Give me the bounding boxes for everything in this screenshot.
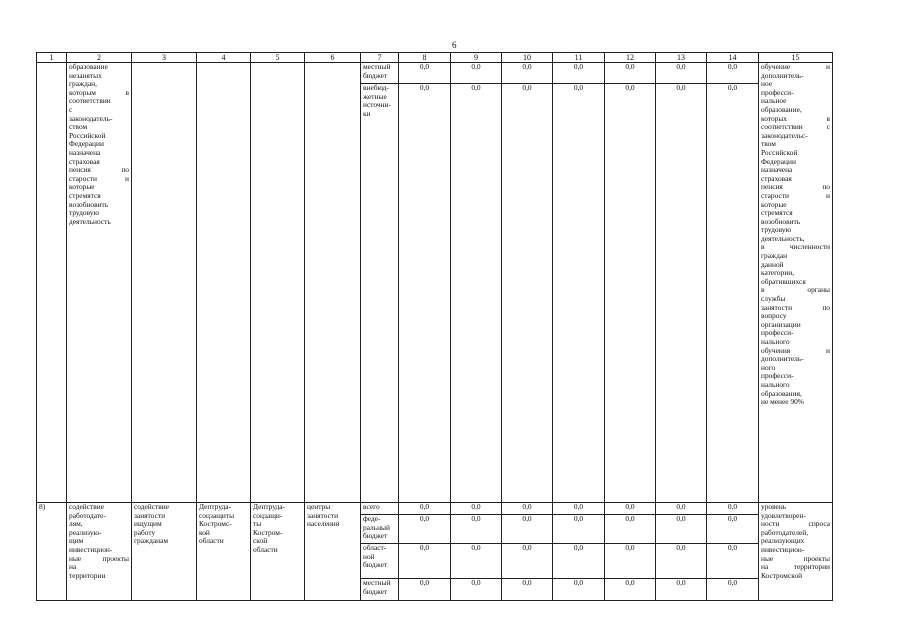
text-line: обучение и <box>761 62 830 71</box>
text-line: ством <box>69 122 88 132</box>
text-line: нального <box>761 337 790 346</box>
value-cell: 0,0 <box>502 544 553 579</box>
text-line: Костромс- <box>199 519 232 529</box>
text-line: деятельность, <box>761 233 805 243</box>
text-line: ности спроса <box>761 519 830 529</box>
text-line: обучения и <box>761 345 830 355</box>
value-cell: 0,0 <box>605 503 656 515</box>
source-label-cell <box>361 579 399 601</box>
text-line: професси- <box>761 371 794 381</box>
source-label-cell <box>361 84 399 503</box>
text-line: Дептруда- <box>253 502 286 511</box>
header-cell: 12 <box>605 53 656 63</box>
text-line: реализующих <box>761 536 805 546</box>
text-line: бюджет <box>363 70 388 80</box>
text-line: территории <box>69 570 106 580</box>
text-line: бюджет <box>363 560 388 570</box>
value-cell: 0,0 <box>605 84 656 503</box>
text-line: лям, <box>69 519 83 529</box>
text-line: страховая <box>69 156 100 166</box>
text-line: образование, <box>761 104 802 114</box>
text-line: незанятых <box>69 70 102 80</box>
text-line: дополнитель- <box>761 354 804 364</box>
value-cell: 0,0 <box>502 63 553 84</box>
text-line: кой <box>199 527 210 537</box>
task-cell <box>132 503 197 601</box>
text-line: Федерации <box>69 139 104 149</box>
value-cell: 0,0 <box>502 84 553 503</box>
text-line: населения <box>307 519 340 529</box>
text-line: службы <box>761 294 786 304</box>
text-line: работу <box>134 527 156 537</box>
text-line: обратившихся <box>761 276 806 286</box>
program-table <box>36 52 833 601</box>
text-line: ные проекты <box>761 553 830 563</box>
text-line: которых в <box>761 113 830 123</box>
value-cell: 0,0 <box>656 579 707 601</box>
text-line: соцзащиты <box>199 510 235 520</box>
table-row <box>37 63 833 84</box>
text-line: граждан, <box>69 79 97 89</box>
value-cell: 0,0 <box>605 544 656 579</box>
text-line: Российской <box>69 130 106 140</box>
row-number-cell: 8) <box>37 503 67 601</box>
text-line: в численности <box>761 242 830 252</box>
header-cell: 14 <box>707 53 759 63</box>
value-cell: 0,0 <box>451 63 502 84</box>
text-line: внебюд- <box>363 83 389 92</box>
responsible-cell <box>197 503 251 601</box>
text-line: нальное <box>761 96 787 106</box>
value-cell: 0,0 <box>656 503 707 515</box>
text-line: в органы <box>761 285 830 295</box>
text-line: всего <box>363 502 380 511</box>
text-line: законодатель- <box>69 113 113 123</box>
text-line: назначена <box>69 147 101 157</box>
coexecutor-cell <box>251 63 305 503</box>
text-line: на <box>69 562 77 572</box>
value-cell: 0,0 <box>707 63 759 84</box>
text-line: местный <box>363 62 391 71</box>
source-label-cell <box>361 544 399 579</box>
value-cell: 0,0 <box>707 579 759 601</box>
text-line: уровень <box>761 502 787 511</box>
text-line: инвестицион- <box>69 544 113 554</box>
value-cell: 0,0 <box>553 63 605 84</box>
text-line: стремятся <box>761 208 793 218</box>
responsible-cell <box>197 63 251 503</box>
text-line: пенсия по <box>761 182 830 192</box>
header-cell: 3 <box>132 53 197 63</box>
task-cell <box>132 63 197 503</box>
text-line: стремятся <box>69 190 101 200</box>
value-cell: 0,0 <box>451 579 502 601</box>
text-line: организации <box>761 319 801 329</box>
header-cell: 11 <box>553 53 605 63</box>
text-line: граждан <box>761 251 788 261</box>
value-cell: 0,0 <box>451 84 502 503</box>
text-line: старости и <box>69 173 129 183</box>
value-cell: 0,0 <box>656 84 707 503</box>
text-line: образования, <box>761 388 802 398</box>
participants-cell <box>305 63 361 503</box>
value-cell: 0,0 <box>451 503 502 515</box>
text-line: назначена <box>761 165 793 175</box>
text-line: Костромской <box>761 570 803 580</box>
text-line: дополнитель- <box>761 70 804 80</box>
text-line: которые <box>69 182 95 192</box>
text-line: занятости <box>307 510 339 520</box>
text-line: щим <box>69 536 84 546</box>
text-line: твом <box>761 139 776 149</box>
text-line: страховая <box>761 173 792 183</box>
header-cell: 9 <box>451 53 502 63</box>
value-cell: 0,0 <box>399 515 451 544</box>
measure-name-cell <box>67 63 132 503</box>
header-cell: 10 <box>502 53 553 63</box>
value-cell: 0,0 <box>553 503 605 515</box>
text-line: ской <box>253 536 268 546</box>
value-cell: 0,0 <box>656 544 707 579</box>
text-line: старости и <box>761 190 830 200</box>
value-cell: 0,0 <box>553 515 605 544</box>
coexecutor-cell <box>251 503 305 601</box>
source-label-cell <box>361 503 399 515</box>
text-line: трудовую <box>69 208 100 218</box>
text-line: на территории <box>761 562 830 572</box>
text-line: ное <box>761 79 773 89</box>
text-line: деятельность <box>69 216 111 226</box>
text-line: с <box>69 104 73 114</box>
text-line: удовлетворен- <box>761 510 806 520</box>
value-cell: 0,0 <box>656 63 707 84</box>
text-line: феде- <box>363 514 381 523</box>
text-line: Костром- <box>253 527 283 537</box>
text-line: Дептруда- <box>199 502 232 511</box>
text-line: возобновить <box>69 199 109 209</box>
text-line: области <box>199 536 224 546</box>
text-line: ные проекты <box>69 553 129 563</box>
header-cell: 4 <box>197 53 251 63</box>
text-line: трудовую <box>761 225 792 235</box>
text-line: законодательс- <box>761 130 808 140</box>
value-cell: 0,0 <box>553 84 605 503</box>
text-line: соответствии <box>69 96 111 106</box>
text-line: Федерации <box>761 156 796 166</box>
text-line: соцзащи- <box>253 510 283 520</box>
participants-cell <box>305 503 361 601</box>
text-line: ной <box>363 551 375 561</box>
text-line: занятости <box>134 510 166 520</box>
value-cell: 0,0 <box>399 579 451 601</box>
text-line: соответствии с <box>761 122 830 132</box>
text-line: данной <box>761 259 784 269</box>
text-line: инвестицион- <box>761 544 805 554</box>
value-cell: 0,0 <box>553 579 605 601</box>
header-cell: 13 <box>656 53 707 63</box>
header-cell: 8 <box>399 53 451 63</box>
text-line: возобновить <box>761 216 801 226</box>
text-line: которые <box>761 199 787 209</box>
indicator-cell <box>759 503 833 601</box>
text-line: реализую- <box>69 527 102 537</box>
value-cell: 0,0 <box>502 579 553 601</box>
header-cell: 2 <box>67 53 132 63</box>
text-line: Российской <box>761 147 798 157</box>
text-line: образование <box>69 62 108 71</box>
value-cell: 0,0 <box>451 544 502 579</box>
header-cell: 15 <box>759 53 833 63</box>
value-cell: 0,0 <box>399 63 451 84</box>
text-line: содействие <box>69 502 104 511</box>
value-cell: 0,0 <box>605 515 656 544</box>
text-line: нального <box>761 379 790 389</box>
page-number: 6 <box>452 40 457 50</box>
text-line: ки <box>363 108 371 118</box>
column-number-header <box>37 53 833 63</box>
text-line: бюджет <box>363 531 388 541</box>
text-line: источни- <box>363 100 391 110</box>
text-line: которым в <box>69 87 129 97</box>
value-cell: 0,0 <box>707 503 759 515</box>
header-cell: 5 <box>251 53 305 63</box>
text-line: занятости по <box>761 302 830 312</box>
text-line: професси- <box>761 328 794 338</box>
text-line: категории, <box>761 268 795 278</box>
row-number-cell <box>37 63 67 503</box>
value-cell: 0,0 <box>399 84 451 503</box>
header-cell: 1 <box>37 53 67 63</box>
value-cell: 0,0 <box>502 503 553 515</box>
text-line: центры <box>307 502 331 511</box>
header-cell: 7 <box>361 53 399 63</box>
value-cell: 0,0 <box>553 544 605 579</box>
source-label-cell <box>361 63 399 84</box>
text-line: не менее 90% <box>761 397 804 407</box>
value-cell: 0,0 <box>656 515 707 544</box>
text-line: области <box>253 544 278 554</box>
value-cell: 0,0 <box>502 515 553 544</box>
text-line: работодате- <box>69 510 106 520</box>
value-cell: 0,0 <box>707 515 759 544</box>
value-cell: 0,0 <box>707 84 759 503</box>
text-line: ного <box>761 362 776 372</box>
text-line: жетные <box>363 91 387 101</box>
text-line: местный <box>363 578 391 587</box>
source-label-cell <box>361 515 399 544</box>
value-cell: 0,0 <box>399 503 451 515</box>
text-line: област- <box>363 543 387 552</box>
text-line: содействие <box>134 502 169 511</box>
table-row <box>37 503 833 515</box>
value-cell: 0,0 <box>605 63 656 84</box>
text-line: вопросу <box>761 311 787 321</box>
header-cell: 6 <box>305 53 361 63</box>
measure-name-cell <box>67 503 132 601</box>
text-line: ральный <box>363 522 390 532</box>
value-cell: 0,0 <box>451 515 502 544</box>
value-cell: 0,0 <box>605 579 656 601</box>
text-line: ты <box>253 519 262 529</box>
text-line: гражданам <box>134 536 169 546</box>
value-cell: 0,0 <box>399 544 451 579</box>
text-line: работодателей, <box>761 527 809 537</box>
text-line: професси- <box>761 87 794 97</box>
value-cell: 0,0 <box>707 544 759 579</box>
text-line: пенсия по <box>69 165 129 175</box>
text-line: ищущим <box>134 519 162 529</box>
text-line: бюджет <box>363 586 388 596</box>
indicator-cell <box>759 63 833 503</box>
